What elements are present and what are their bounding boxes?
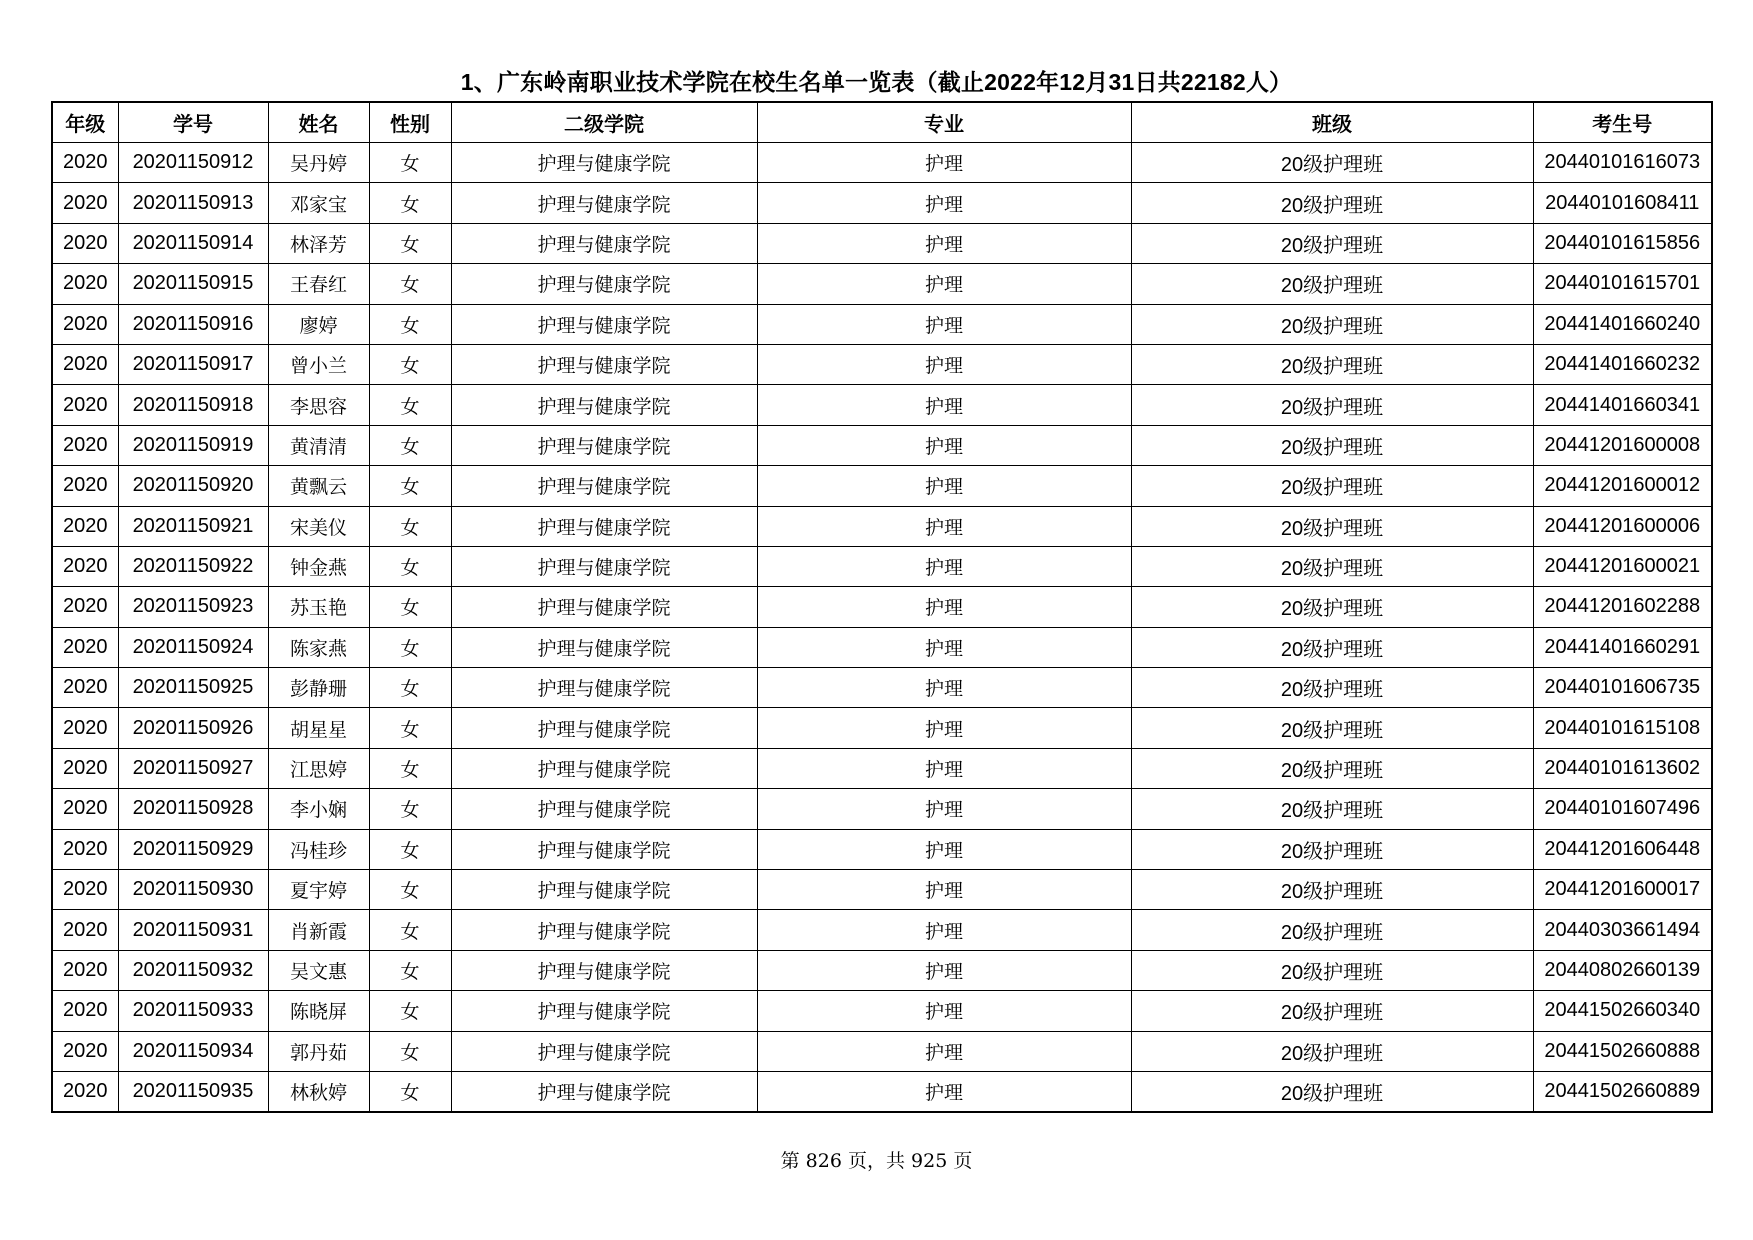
major-cell: 护理 bbox=[757, 829, 1131, 869]
column-header-name: 姓名 bbox=[268, 102, 369, 143]
table-row bbox=[52, 1031, 1712, 1071]
gender-cell: 女 bbox=[369, 223, 451, 263]
student-id-cell: 20201150913 bbox=[118, 183, 268, 223]
column-header-college: 二级学院 bbox=[451, 102, 757, 143]
table-body bbox=[52, 143, 1712, 1113]
table-row bbox=[52, 870, 1712, 910]
grade-cell: 2020 bbox=[52, 546, 118, 586]
class-cell: 20级护理班 bbox=[1131, 748, 1533, 788]
exam-id-cell: 20440101608411 bbox=[1533, 183, 1712, 223]
name-cell: 苏玉艳 bbox=[268, 587, 369, 627]
student-id-cell: 20201150918 bbox=[118, 385, 268, 425]
student-id-cell: 20201150912 bbox=[118, 143, 268, 183]
grade-cell: 2020 bbox=[52, 870, 118, 910]
table-row bbox=[52, 344, 1712, 384]
college-cell: 护理与健康学院 bbox=[451, 668, 757, 708]
name-cell: 黄清清 bbox=[268, 425, 369, 465]
column-header-major: 专业 bbox=[757, 102, 1131, 143]
grade-cell: 2020 bbox=[52, 950, 118, 990]
student-roster-table bbox=[51, 101, 1713, 1113]
grade-cell: 2020 bbox=[52, 506, 118, 546]
student-id-cell: 20201150922 bbox=[118, 546, 268, 586]
major-cell: 护理 bbox=[757, 1031, 1131, 1071]
gender-cell: 女 bbox=[369, 668, 451, 708]
college-cell: 护理与健康学院 bbox=[451, 183, 757, 223]
name-cell: 肖新霞 bbox=[268, 910, 369, 950]
name-cell: 吴文惠 bbox=[268, 950, 369, 990]
college-cell: 护理与健康学院 bbox=[451, 627, 757, 667]
gender-cell: 女 bbox=[369, 143, 451, 183]
exam-id-cell: 20440101607496 bbox=[1533, 789, 1712, 829]
table-row bbox=[52, 183, 1712, 223]
college-cell: 护理与健康学院 bbox=[451, 789, 757, 829]
major-cell: 护理 bbox=[757, 506, 1131, 546]
grade-cell: 2020 bbox=[52, 304, 118, 344]
table-row bbox=[52, 466, 1712, 506]
major-cell: 护理 bbox=[757, 789, 1131, 829]
student-id-cell: 20201150932 bbox=[118, 950, 268, 990]
class-cell: 20级护理班 bbox=[1131, 910, 1533, 950]
gender-cell: 女 bbox=[369, 264, 451, 304]
gender-cell: 女 bbox=[369, 304, 451, 344]
major-cell: 护理 bbox=[757, 950, 1131, 990]
table-row bbox=[52, 910, 1712, 950]
college-cell: 护理与健康学院 bbox=[451, 1031, 757, 1071]
column-header-grade: 年级 bbox=[52, 102, 118, 143]
student-id-cell: 20201150925 bbox=[118, 668, 268, 708]
exam-id-cell: 20440101616073 bbox=[1533, 143, 1712, 183]
exam-id-cell: 20440101615856 bbox=[1533, 223, 1712, 263]
major-cell: 护理 bbox=[757, 546, 1131, 586]
table-row bbox=[52, 385, 1712, 425]
class-cell: 20级护理班 bbox=[1131, 183, 1533, 223]
grade-cell: 2020 bbox=[52, 668, 118, 708]
grade-cell: 2020 bbox=[52, 223, 118, 263]
table-row bbox=[52, 991, 1712, 1031]
name-cell: 曾小兰 bbox=[268, 344, 369, 384]
column-header-student-id: 学号 bbox=[118, 102, 268, 143]
table-row bbox=[52, 950, 1712, 990]
exam-id-cell: 20441502660889 bbox=[1533, 1071, 1712, 1112]
major-cell: 护理 bbox=[757, 870, 1131, 910]
class-cell: 20级护理班 bbox=[1131, 344, 1533, 384]
major-cell: 护理 bbox=[757, 1071, 1131, 1112]
table-row bbox=[52, 264, 1712, 304]
class-cell: 20级护理班 bbox=[1131, 668, 1533, 708]
grade-cell: 2020 bbox=[52, 466, 118, 506]
exam-id-cell: 20441401660240 bbox=[1533, 304, 1712, 344]
gender-cell: 女 bbox=[369, 1071, 451, 1112]
grade-cell: 2020 bbox=[52, 1031, 118, 1071]
grade-cell: 2020 bbox=[52, 425, 118, 465]
class-cell: 20级护理班 bbox=[1131, 991, 1533, 1031]
grade-cell: 2020 bbox=[52, 910, 118, 950]
grade-cell: 2020 bbox=[52, 1071, 118, 1112]
gender-cell: 女 bbox=[369, 910, 451, 950]
grade-cell: 2020 bbox=[52, 991, 118, 1031]
exam-id-cell: 20441201600012 bbox=[1533, 466, 1712, 506]
class-cell: 20级护理班 bbox=[1131, 264, 1533, 304]
college-cell: 护理与健康学院 bbox=[451, 344, 757, 384]
student-id-cell: 20201150931 bbox=[118, 910, 268, 950]
exam-id-cell: 20441201600021 bbox=[1533, 546, 1712, 586]
college-cell: 护理与健康学院 bbox=[451, 991, 757, 1031]
class-cell: 20级护理班 bbox=[1131, 627, 1533, 667]
name-cell: 夏宇婷 bbox=[268, 870, 369, 910]
college-cell: 护理与健康学院 bbox=[451, 143, 757, 183]
student-id-cell: 20201150934 bbox=[118, 1031, 268, 1071]
grade-cell: 2020 bbox=[52, 829, 118, 869]
grade-cell: 2020 bbox=[52, 587, 118, 627]
college-cell: 护理与健康学院 bbox=[451, 708, 757, 748]
gender-cell: 女 bbox=[369, 627, 451, 667]
major-cell: 护理 bbox=[757, 344, 1131, 384]
college-cell: 护理与健康学院 bbox=[451, 223, 757, 263]
class-cell: 20级护理班 bbox=[1131, 546, 1533, 586]
table-row bbox=[52, 748, 1712, 788]
exam-id-cell: 20441201602288 bbox=[1533, 587, 1712, 627]
exam-id-cell: 20441201600017 bbox=[1533, 870, 1712, 910]
name-cell: 江思婷 bbox=[268, 748, 369, 788]
name-cell: 陈晓屏 bbox=[268, 991, 369, 1031]
exam-id-cell: 20440303661494 bbox=[1533, 910, 1712, 950]
table-row bbox=[52, 789, 1712, 829]
grade-cell: 2020 bbox=[52, 264, 118, 304]
name-cell: 邓家宝 bbox=[268, 183, 369, 223]
student-id-cell: 20201150921 bbox=[118, 506, 268, 546]
major-cell: 护理 bbox=[757, 748, 1131, 788]
grade-cell: 2020 bbox=[52, 748, 118, 788]
table-row bbox=[52, 546, 1712, 586]
major-cell: 护理 bbox=[757, 264, 1131, 304]
table-row bbox=[52, 506, 1712, 546]
exam-id-cell: 20441401660291 bbox=[1533, 627, 1712, 667]
class-cell: 20级护理班 bbox=[1131, 466, 1533, 506]
table-row bbox=[52, 587, 1712, 627]
gender-cell: 女 bbox=[369, 344, 451, 384]
gender-cell: 女 bbox=[369, 385, 451, 425]
college-cell: 护理与健康学院 bbox=[451, 385, 757, 425]
college-cell: 护理与健康学院 bbox=[451, 304, 757, 344]
exam-id-cell: 20441502660888 bbox=[1533, 1031, 1712, 1071]
college-cell: 护理与健康学院 bbox=[451, 466, 757, 506]
table-row bbox=[52, 223, 1712, 263]
table-row bbox=[52, 627, 1712, 667]
class-cell: 20级护理班 bbox=[1131, 950, 1533, 990]
exam-id-cell: 20440101613602 bbox=[1533, 748, 1712, 788]
class-cell: 20级护理班 bbox=[1131, 708, 1533, 748]
name-cell: 吴丹婷 bbox=[268, 143, 369, 183]
student-id-cell: 20201150933 bbox=[118, 991, 268, 1031]
class-cell: 20级护理班 bbox=[1131, 143, 1533, 183]
grade-cell: 2020 bbox=[52, 627, 118, 667]
class-cell: 20级护理班 bbox=[1131, 223, 1533, 263]
exam-id-cell: 20441201600006 bbox=[1533, 506, 1712, 546]
student-id-cell: 20201150929 bbox=[118, 829, 268, 869]
name-cell: 廖婷 bbox=[268, 304, 369, 344]
major-cell: 护理 bbox=[757, 708, 1131, 748]
exam-id-cell: 20440802660139 bbox=[1533, 950, 1712, 990]
college-cell: 护理与健康学院 bbox=[451, 910, 757, 950]
gender-cell: 女 bbox=[369, 1031, 451, 1071]
exam-id-cell: 20441401660341 bbox=[1533, 385, 1712, 425]
major-cell: 护理 bbox=[757, 668, 1131, 708]
student-id-cell: 20201150915 bbox=[118, 264, 268, 304]
class-cell: 20级护理班 bbox=[1131, 789, 1533, 829]
class-cell: 20级护理班 bbox=[1131, 870, 1533, 910]
name-cell: 李小娴 bbox=[268, 789, 369, 829]
gender-cell: 女 bbox=[369, 546, 451, 586]
class-cell: 20级护理班 bbox=[1131, 1071, 1533, 1112]
major-cell: 护理 bbox=[757, 587, 1131, 627]
gender-cell: 女 bbox=[369, 950, 451, 990]
grade-cell: 2020 bbox=[52, 385, 118, 425]
page-title: 1、广东岭南职业技术学院在校生名单一览表（截止2022年12月31日共22182人） bbox=[460, 69, 1293, 95]
column-header-gender: 性别 bbox=[369, 102, 451, 143]
class-cell: 20级护理班 bbox=[1131, 506, 1533, 546]
major-cell: 护理 bbox=[757, 466, 1131, 506]
table-row bbox=[52, 829, 1712, 869]
major-cell: 护理 bbox=[757, 143, 1131, 183]
exam-id-cell: 20441401660232 bbox=[1533, 344, 1712, 384]
college-cell: 护理与健康学院 bbox=[451, 264, 757, 304]
column-header-class: 班级 bbox=[1131, 102, 1533, 143]
college-cell: 护理与健康学院 bbox=[451, 587, 757, 627]
student-id-cell: 20201150930 bbox=[118, 870, 268, 910]
student-id-cell: 20201150924 bbox=[118, 627, 268, 667]
college-cell: 护理与健康学院 bbox=[451, 425, 757, 465]
gender-cell: 女 bbox=[369, 183, 451, 223]
exam-id-cell: 20441201606448 bbox=[1533, 829, 1712, 869]
name-cell: 宋美仪 bbox=[268, 506, 369, 546]
major-cell: 护理 bbox=[757, 910, 1131, 950]
exam-id-cell: 20440101606735 bbox=[1533, 668, 1712, 708]
major-cell: 护理 bbox=[757, 425, 1131, 465]
student-id-cell: 20201150935 bbox=[118, 1071, 268, 1112]
exam-id-cell: 20440101615108 bbox=[1533, 708, 1712, 748]
student-id-cell: 20201150927 bbox=[118, 748, 268, 788]
college-cell: 护理与健康学院 bbox=[451, 870, 757, 910]
gender-cell: 女 bbox=[369, 789, 451, 829]
name-cell: 郭丹茹 bbox=[268, 1031, 369, 1071]
table-row bbox=[52, 1071, 1712, 1112]
student-id-cell: 20201150928 bbox=[118, 789, 268, 829]
gender-cell: 女 bbox=[369, 466, 451, 506]
grade-cell: 2020 bbox=[52, 344, 118, 384]
student-id-cell: 20201150923 bbox=[118, 587, 268, 627]
major-cell: 护理 bbox=[757, 627, 1131, 667]
class-cell: 20级护理班 bbox=[1131, 1031, 1533, 1071]
college-cell: 护理与健康学院 bbox=[451, 546, 757, 586]
student-id-cell: 20201150914 bbox=[118, 223, 268, 263]
college-cell: 护理与健康学院 bbox=[451, 506, 757, 546]
table-row bbox=[52, 708, 1712, 748]
class-cell: 20级护理班 bbox=[1131, 304, 1533, 344]
grade-cell: 2020 bbox=[52, 183, 118, 223]
table-row bbox=[52, 304, 1712, 344]
exam-id-cell: 20440101615701 bbox=[1533, 264, 1712, 304]
page-footer: 第 826 页，共 925 页 bbox=[780, 1150, 973, 1172]
gender-cell: 女 bbox=[369, 748, 451, 788]
college-cell: 护理与健康学院 bbox=[451, 829, 757, 869]
class-cell: 20级护理班 bbox=[1131, 829, 1533, 869]
major-cell: 护理 bbox=[757, 385, 1131, 425]
name-cell: 李思容 bbox=[268, 385, 369, 425]
major-cell: 护理 bbox=[757, 304, 1131, 344]
name-cell: 胡星星 bbox=[268, 708, 369, 748]
column-header-exam-id: 考生号 bbox=[1533, 102, 1712, 143]
major-cell: 护理 bbox=[757, 183, 1131, 223]
college-cell: 护理与健康学院 bbox=[451, 748, 757, 788]
gender-cell: 女 bbox=[369, 506, 451, 546]
name-cell: 钟金燕 bbox=[268, 546, 369, 586]
name-cell: 冯桂珍 bbox=[268, 829, 369, 869]
grade-cell: 2020 bbox=[52, 708, 118, 748]
student-id-cell: 20201150917 bbox=[118, 344, 268, 384]
table-row bbox=[52, 668, 1712, 708]
college-cell: 护理与健康学院 bbox=[451, 1071, 757, 1112]
major-cell: 护理 bbox=[757, 223, 1131, 263]
grade-cell: 2020 bbox=[52, 789, 118, 829]
class-cell: 20级护理班 bbox=[1131, 587, 1533, 627]
major-cell: 护理 bbox=[757, 991, 1131, 1031]
gender-cell: 女 bbox=[369, 587, 451, 627]
class-cell: 20级护理班 bbox=[1131, 425, 1533, 465]
name-cell: 林泽芳 bbox=[268, 223, 369, 263]
gender-cell: 女 bbox=[369, 991, 451, 1031]
gender-cell: 女 bbox=[369, 870, 451, 910]
table-row bbox=[52, 425, 1712, 465]
name-cell: 林秋婷 bbox=[268, 1071, 369, 1112]
exam-id-cell: 20441201600008 bbox=[1533, 425, 1712, 465]
gender-cell: 女 bbox=[369, 829, 451, 869]
student-id-cell: 20201150926 bbox=[118, 708, 268, 748]
table-row bbox=[52, 143, 1712, 183]
name-cell: 彭静珊 bbox=[268, 668, 369, 708]
name-cell: 黄飘云 bbox=[268, 466, 369, 506]
student-id-cell: 20201150916 bbox=[118, 304, 268, 344]
name-cell: 陈家燕 bbox=[268, 627, 369, 667]
gender-cell: 女 bbox=[369, 708, 451, 748]
name-cell: 王春红 bbox=[268, 264, 369, 304]
exam-id-cell: 20441502660340 bbox=[1533, 991, 1712, 1031]
grade-cell: 2020 bbox=[52, 143, 118, 183]
college-cell: 护理与健康学院 bbox=[451, 950, 757, 990]
student-id-cell: 20201150919 bbox=[118, 425, 268, 465]
student-id-cell: 20201150920 bbox=[118, 466, 268, 506]
class-cell: 20级护理班 bbox=[1131, 385, 1533, 425]
gender-cell: 女 bbox=[369, 425, 451, 465]
table-header-row bbox=[52, 102, 1712, 143]
